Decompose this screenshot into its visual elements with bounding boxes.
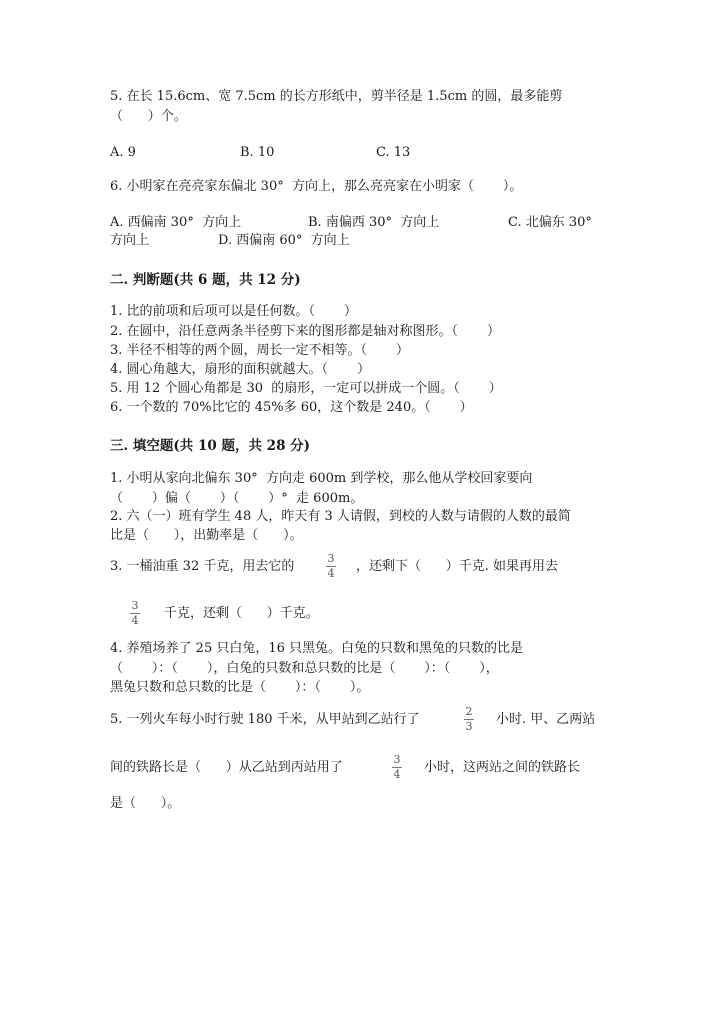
judge-item-2: 2. 在圆中，沿任意两条半径剪下来的图形都是轴对称图形。（ ） <box>110 324 500 339</box>
fill-q4-line1: 4. 养殖场养了 25 只白兔，16 只黑兔。白兔的只数和黑兔的只数的比是 <box>110 641 524 656</box>
fill-q1-line2: （ ）偏（ ）（ ）° 走 600m。 <box>110 491 364 506</box>
fill-q4-line2: （ ）：（ ），白兔的只数和总只数的比是（ ）：（ ）， <box>110 661 499 676</box>
fill-q3-part3: 千克，还剩（ ）千克。 <box>164 606 319 621</box>
q6-option-c-continued: 方向上 <box>110 233 150 248</box>
fraction-denominator: 4 <box>327 567 335 580</box>
fraction-three-quarters-2 <box>128 600 142 627</box>
q6-option-b: B. 南偏西 30° 方向上 <box>308 215 440 230</box>
fill-q2-line1: 2. 六（一）班有学生 48 人，昨天有 3 人请假，到校的人数与请假的人数的最简 <box>110 509 571 524</box>
fill-q4-line3: 黑兔只数和总只数的比是（ ）：（ ）。 <box>110 680 370 695</box>
fraction-numerator: 2 <box>465 705 473 718</box>
fill-q5-part4: 小时，这两站之间的铁路长 <box>424 760 581 775</box>
fraction-numerator: 3 <box>131 599 139 612</box>
fill-q5-part5: 是（ ）。 <box>110 796 181 811</box>
judge-item-1: 1. 比的前项和后项可以是任何数。（ ） <box>110 304 357 319</box>
q6-option-c: C. 北偏东 30° <box>508 215 592 230</box>
fraction-two-thirds <box>462 706 476 733</box>
fraction-denominator: 4 <box>393 768 401 781</box>
fraction-denominator: 3 <box>465 720 473 733</box>
q5-line2: （ ）个。 <box>110 109 187 124</box>
q6-option-d: D. 西偏南 60° 方向上 <box>218 233 350 248</box>
judge-item-6: 6. 一个数的 70%比它的 45%多 60，这个数是 240。（ ） <box>110 400 473 415</box>
q5-line1: 5. 在长 15.6cm、宽 7.5cm 的长方形纸中，剪半径是 1.5cm 的圆，最多能剪 <box>110 89 563 104</box>
fill-q5-part1: 5. 一列火车每小时行驶 180 千米，从甲站到乙站行了 <box>110 712 420 727</box>
judge-item-5: 5. 用 12 个圆心角都是 30 的扇形，一定可以拼成一个圆。（ ） <box>110 381 502 396</box>
fraction-denominator: 4 <box>131 614 139 627</box>
fill-q5-part2: 小时. 甲、乙两站 <box>496 712 596 727</box>
q5-option-b: B. 10 <box>240 145 275 160</box>
judge-item-4: 4. 圆心角越大，扇形的面积就越大。（ ） <box>110 362 370 377</box>
fill-q3-part2: ，还剩下（ ）千克. 如果再用去 <box>356 559 559 574</box>
section3-title: 三. 填空题(共 10 题，共 28 分) <box>110 438 311 454</box>
fill-q3-part1: 3. 一桶油重 32 千克，用去它的 <box>110 559 295 574</box>
q5-option-c: C. 13 <box>376 145 411 160</box>
fill-q5-part3: 间的铁路长是（ ）从乙站到丙站用了 <box>110 760 343 775</box>
fraction-three-quarters <box>324 553 338 580</box>
section2-title: 二. 判断题(共 6 题，共 12 分) <box>110 272 301 288</box>
fill-q1-line1: 1. 小明从家向北偏东 30° 方向走 600m 到学校，那么他从学校回家要向 <box>110 471 533 486</box>
fraction-three-quarters-3 <box>390 754 404 781</box>
q5-option-a: A. 9 <box>110 145 136 160</box>
fraction-numerator: 3 <box>393 753 401 766</box>
fill-q2-line2: 比是（ ），出勤率是（ ）。 <box>110 528 303 543</box>
q6-line1: 6. 小明家在亮亮家东偏北 30° 方向上，那么亮亮家在小明家（ ）。 <box>110 179 523 194</box>
judge-item-3: 3. 半径不相等的两个圆，周长一定不相等。（ ） <box>110 343 409 358</box>
q6-option-a: A. 西偏南 30° 方向上 <box>110 215 242 230</box>
fraction-numerator: 3 <box>327 552 335 565</box>
